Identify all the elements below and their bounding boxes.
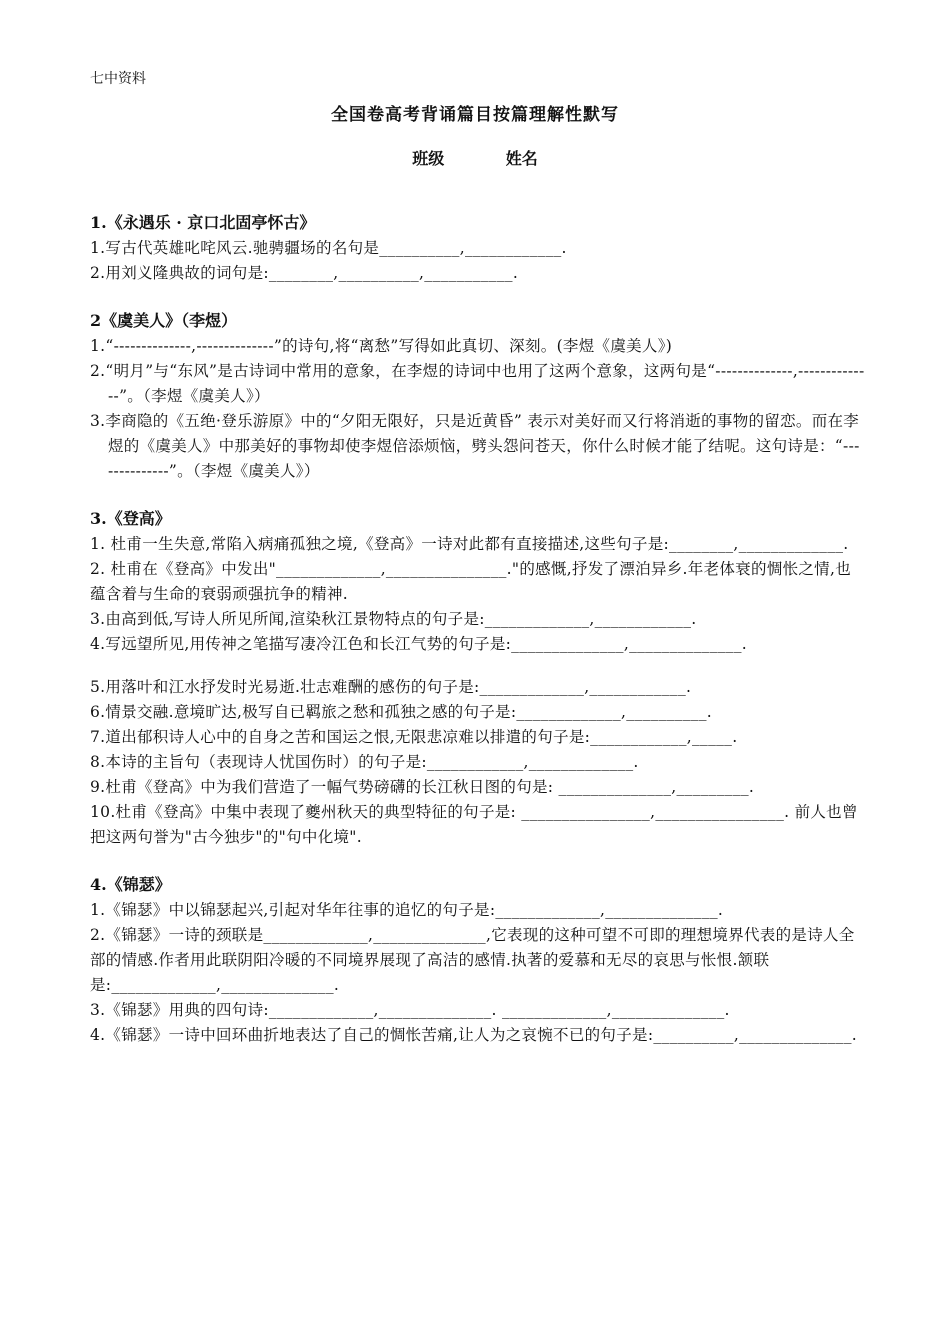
- section-yongyule: [90, 210, 865, 286]
- question-item: 1.写古代英雄叱咤风云.驰骋疆场的名句是__________,____________.: [90, 239, 567, 257]
- section-denggao: [90, 506, 865, 850]
- question-item: 2.“明月”与“东风”是古诗词中常用的意象，在李煜的诗词中也用了这两个意象，这两句是“--------------,--------------”。（李煜《虞美人》）: [90, 362, 865, 405]
- question-item: 3.由高到低,写诗人所见所闻,渲染秋江景物特点的句子是:_____________,____________.: [90, 610, 697, 628]
- class-label: 班级: [412, 149, 445, 168]
- question-item: 9.杜甫《登高》中为我们营造了一幅气势磅礴的长江秋日图的句是: ______________,_________.: [90, 778, 755, 796]
- question-item: 4.写远望所见,用传神之笔描写凄冷江色和长江气势的句子是:______________,______________.: [90, 635, 747, 653]
- question-item: 2.《锦瑟》一诗的颈联是_____________,______________,它表现的这种可望不可即的理想境界代表的是诗人全部的情感.作者用此联阴阳冷暖的不同境界展现了高洁的感情.执著的爱慕和无尽的哀思与怅恨.颔联是:_____________,______________.: [90, 926, 855, 994]
- question-item: 6.情景交融.意境旷达,极写自已羁旅之愁和孤独之感的句子是:_____________,__________.: [90, 703, 712, 721]
- question-item: 4.《锦瑟》一诗中回环曲折地表达了自己的惆怅苦痛,让人为之哀惋不已的句子是:__________,______________.: [90, 1026, 857, 1044]
- question-item: 5.用落叶和江水抒发时光易逝.壮志难酬的感伤的句子是:_____________,____________.: [90, 678, 692, 696]
- question-item: 8.本诗的主旨句（表现诗人忧国伤时）的句子是:____________,_____________.: [90, 753, 639, 771]
- content: [90, 210, 865, 1070]
- section-title: 3.《登高》: [90, 509, 171, 528]
- section-title: 2《虞美人》（李煜）: [90, 311, 238, 330]
- section-yumeiren: [90, 308, 865, 484]
- question-item: 2.用刘义隆典故的词句是:________,__________,___________.: [90, 264, 519, 282]
- question-item: 2. 杜甫在《登高》中发出"_____________,_______________."的感慨,抒发了漂泊异乡.年老体衰的惆怅之情,也蕴含着与生命的衰弱顽强抗争的精神.: [90, 560, 852, 603]
- spacer: [90, 657, 865, 675]
- question-item: 7.道出郁积诗人心中的自身之苦和国运之恨,无限悲凉难以排遣的句子是:____________,_____.: [90, 728, 738, 746]
- question-item: 1.“--------------,--------------”的诗句,将“离愁”写得如此真切、深刻。(李煜《虞美人》): [90, 337, 673, 355]
- page-title: 全国卷高考背诵篇目按篇理解性默写: [331, 105, 619, 125]
- header-note: 七中资料: [90, 71, 146, 87]
- question-item: 3.《锦瑟》用典的四句诗:_____________,______________. _____________,______________.: [90, 1001, 730, 1019]
- section-title: 4.《锦瑟》: [90, 875, 171, 894]
- question-item: 10.杜甫《登高》中集中表现了夔州秋天的典型特征的句子是: ________________,________________. 前人也曾把这两句誉为"古今独步"的"句中化境".: [90, 803, 858, 846]
- question-item: 1. 杜甫一生失意,常陷入病痛孤独之境,《登高》一诗对此都有直接描述,这些句子是:________,_____________.: [90, 535, 849, 553]
- section-title: 1.《永遇乐 · 京口北固亭怀古》: [90, 213, 316, 232]
- question-item: 1.《锦瑟》中以锦瑟起兴,引起对华年往事的追忆的句子是:_____________,______________.: [90, 901, 724, 919]
- section-jinse: [90, 872, 865, 1048]
- name-label: 姓名: [505, 149, 538, 168]
- question-item: 3.李商隐的《五绝·登乐游原》中的“夕阳无限好，只是近黄昏” 表示对美好而又行将消逝的事物的留恋。而在李煜的《虞美人》中那美好的事物却使李煜倍添烦恼，劈头怨问苍天，你什么时候才能了结呢。这句诗是：“--------------”。（李煜《虞美人》）: [90, 412, 860, 480]
- student-info: [0, 146, 950, 169]
